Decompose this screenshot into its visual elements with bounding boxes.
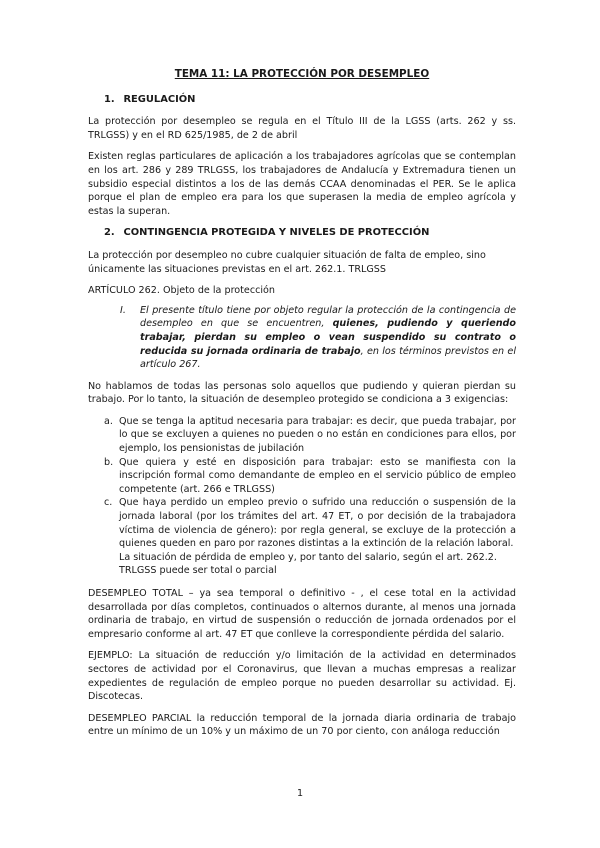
quote-marker: I. — [120, 304, 126, 316]
page-content — [88, 68, 516, 747]
list-item-text: Que haya perdido un empleo previo o sufrido una reducción o suspensión de la jornada laboral (por los trámites del art. 47 ET, o por decisión de la trabajadora víctima de violencia de género): por regla general, se excluye de la protección a quienes queden en paro por razones distintas a la extinción de la relación laboral. — [119, 497, 516, 550]
requirements-list — [88, 415, 516, 578]
list-item — [88, 415, 516, 456]
section-heading-text: CONTINGENCIA PROTEGIDA Y NIVELES DE PROTECCIÓN — [123, 227, 430, 239]
article-title: ARTÍCULO 262. Objeto de la protección — [88, 285, 276, 297]
section-heading-regulacion — [88, 93, 516, 107]
paragraph-requirements-intro: No hablamos de todas las personas solo aquellos que pudiendo y quieran pierdan su trabajo. Por lo tanto, la situación de desempleo protegido se condiciona a 3 exigencias: — [88, 380, 516, 406]
list-marker: a. — [104, 415, 113, 427]
section-heading-text: REGULACIÓN — [123, 93, 196, 105]
list-marker: b. — [104, 456, 114, 468]
paragraph-ejemplo: EJEMPLO: La situación de reducción y/o limitación de la actividad en determinados sectores de actividad por el Coronavirus, que llevan a muchas empresas a realizar expedientes de regulación de empleo porque no pueden desarrollar su actividad. Ej. Discotecas. — [88, 650, 516, 703]
section-heading-contingencia — [88, 226, 516, 240]
list-item — [88, 496, 516, 578]
quote-bold: quienes, pudiendo y queriendo trabajar, pierdan su empleo o vean suspendido su contrato o reducida su jornada ordinaria de trabajo — [140, 318, 517, 357]
list-item — [88, 456, 516, 497]
paragraph-regulation: La protección por desempleo se regula en el Título III de la LGSS (arts. 262 y ss. TRLGSS) y en el RD 625/1985, de 2 de abril — [88, 116, 516, 141]
section-number: 1. — [104, 93, 115, 105]
paragraph-agricultural: Existen reglas particulares de aplicación a los trabajadores agrícolas que se contemplan en los art. 286 y 289 TRLGSS, los trabajadores de Andalucía y Extremadura tienen un subsidio especial distintos a los de las demás CCAA denominadas el PER. Se le aplica porque el plan de empleo era para los que superasen la media de empleo agrícola y estas la superan. — [88, 151, 516, 217]
document-title: TEMA 11: LA PROTECCIÓN POR DESEMPLEO — [174, 68, 430, 80]
quote-tail: , en los términos previstos en el artículo 267. — [140, 345, 516, 371]
list-item-text: Que se tenga la aptitud necesaria para trabajar: es decir, que pueda trabajar, por lo que se excluyen a quienes no pueden o no están en condiciones para ellos, por ejemplo, los pensionistas de jubilación — [119, 415, 516, 455]
paragraph-desempleo-total: DESEMPLEO TOTAL – ya sea temporal o definitivo - , el cese total en la actividad desarrollada por días completos, continuados o alternos durante, al menos una jornada ordinaria de trabajo, en virtud de suspensión o reducción de jornada ordenados por el empresario conforme al art. 47 ET que conlleve la correspondiente pérdida del salario. — [88, 588, 516, 640]
quote-lead: El presente título tiene por objeto regular la protección de la contingencia de desempleo en que se encuentren, — [140, 304, 516, 330]
list-marker: c. — [104, 497, 113, 509]
paragraph-scope: La protección por desempleo no cubre cualquier situación de falta de empleo, sino únicamente las situaciones previstas en el art. 262.1. TRLGSS — [88, 249, 486, 275]
list-item-text: Que quiera y esté en disposición para trabajar: esto se manifiesta con la inscripción formal como demandante de empleo en el servicio público de empleo competente (art. 266 e TRLGSS) — [119, 456, 516, 495]
page-number: 1 — [296, 788, 304, 799]
list-item-note: La situación de pérdida de empleo y, por tanto del salario, según el art. 262.2. TRLGSS puede ser total o parcial — [119, 551, 497, 577]
section-number: 2. — [104, 227, 115, 239]
article-quote — [88, 304, 516, 372]
paragraph-desempleo-parcial: DESEMPLEO PARCIAL la reducción temporal de la jornada diaria ordinaria de trabajo entre un mínimo de un 10% y un máximo de un 70 por ciento, con análoga reducción — [88, 712, 516, 738]
